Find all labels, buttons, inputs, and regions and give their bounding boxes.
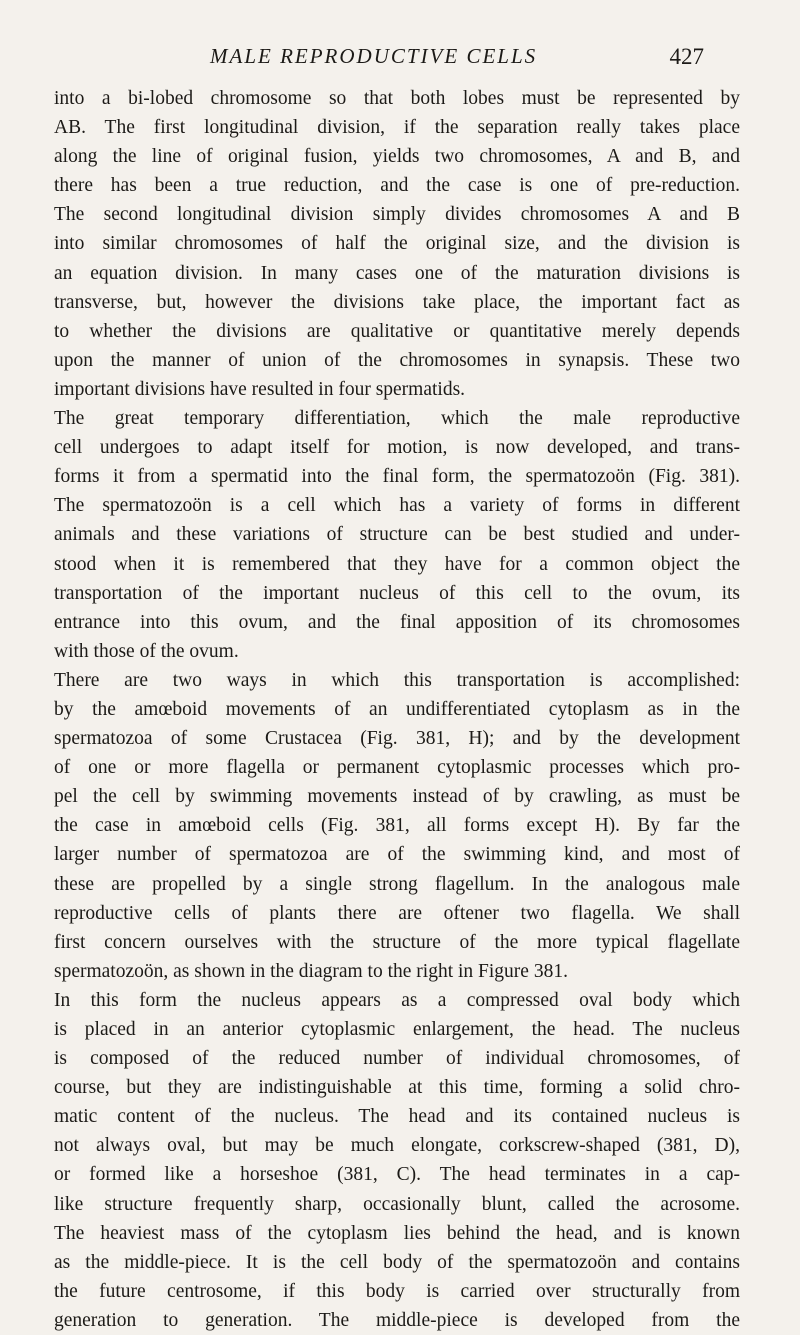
text-line: spermatozoön, as shown in the diagram to the right in Figure 381. xyxy=(54,960,568,982)
text-line: In this form the nucleus appears as a compressed oval body which xyxy=(54,989,740,1011)
text-line: the future centrosome, if this body is carried over structurally from xyxy=(54,1280,740,1302)
text-line: as the middle-piece. It is the cell body of the spermatozoön and contains xyxy=(54,1251,740,1273)
text-line: The second longitudinal division simply divides chromosomes A and B xyxy=(54,204,740,226)
text-line: by the amœboid movements of an undifferentiated cytoplasm as in the xyxy=(54,698,740,720)
text-line: into a bi-lobed chromosome so that both lobes must be represented by xyxy=(54,88,740,109)
text-line: like structure frequently sharp, occasionally blunt, called the acrosome. xyxy=(54,1193,740,1215)
text-line: an equation division. In many cases one of the maturation divisions is xyxy=(54,262,740,284)
text-line: transverse, but, however the divisions take place, the important fact as xyxy=(54,291,740,313)
text-line: stood when it is remembered that they have for a common object the xyxy=(54,553,740,575)
text-line: generation to generation. The middle-piece is developed from the xyxy=(54,1309,740,1331)
text-line: matic content of the nucleus. The head and its contained nucleus is xyxy=(54,1106,740,1128)
text-line: reproductive cells of plants there are oftener two flagella. We shall xyxy=(54,902,740,924)
body-text xyxy=(54,84,740,1335)
text-line: to whether the divisions are qualitative or quantitative merely depends xyxy=(54,320,740,342)
text-line: first concern ourselves with the structure of the more typical flagellate xyxy=(54,931,740,953)
text-line: There are two ways in which this transportation is accomplished: xyxy=(54,669,740,691)
text-line: forms it from a spermatid into the final form, the spermatozoön (Fig. 381). xyxy=(54,466,740,488)
text-line: upon the manner of union of the chromosomes in synapsis. These two xyxy=(54,349,740,371)
text-line: of one or more flagella or permanent cytoplasmic processes which pro- xyxy=(54,757,740,779)
text-line: AB. The first longitudinal division, if the separation really takes place xyxy=(54,117,740,139)
text-line: important divisions have resulted in four spermatids. xyxy=(54,378,466,400)
text-line: entrance into this ovum, and the final apposition of its chromosomes xyxy=(54,611,740,633)
running-head: MALE REPRODUCTIVE CELLS xyxy=(210,44,538,68)
text-line: spermatozoa of some Crustacea (Fig. 381, H); and by the development xyxy=(54,728,740,750)
text-line: The spermatozoön is a cell which has a variety of forms in different xyxy=(54,495,740,517)
text-line: or formed like a horseshoe (381, C). The head terminates in a cap- xyxy=(54,1164,740,1186)
text-line: the case in amœboid cells (Fig. 381, all forms except H). By far the xyxy=(54,815,740,837)
text-line: along the line of original fusion, yields two chromosomes, A and B, and xyxy=(54,146,740,168)
text-line: there has been a true reduction, and the case is one of pre-reduction. xyxy=(54,175,740,197)
text-line: with those of the ovum. xyxy=(54,640,239,662)
text-line: is composed of the reduced number of individual chromosomes, of xyxy=(54,1048,740,1070)
text-line: pel the cell by swimming movements instead of by crawling, as must be xyxy=(54,786,740,808)
text-line: animals and these variations of structure can be best studied and under- xyxy=(54,524,740,546)
text-line: transportation of the important nucleus of this cell to the ovum, its xyxy=(54,582,740,604)
text-line: The great temporary differentiation, which the male reproductive xyxy=(54,408,740,430)
text-line: course, but they are indistinguishable at this time, forming a solid chro- xyxy=(54,1077,740,1099)
text-line: cell undergoes to adapt itself for motion, is now developed, and trans- xyxy=(54,437,740,459)
page-number: 427 xyxy=(669,44,704,69)
text-line: into similar chromosomes of half the original size, and the division is xyxy=(54,233,740,255)
text-line: not always oval, but may be much elongate, corkscrew-shaped (381, D), xyxy=(54,1135,740,1157)
text-line: these are propelled by a single strong flagellum. In the analogous male xyxy=(54,873,740,895)
text-line: larger number of spermatozoa are of the swimming kind, and most of xyxy=(54,844,740,866)
text-line: The heaviest mass of the cytoplasm lies behind the head, and is known xyxy=(54,1222,740,1244)
text-line: is placed in an anterior cytoplasmic enlargement, the head. The nucleus xyxy=(54,1019,740,1040)
